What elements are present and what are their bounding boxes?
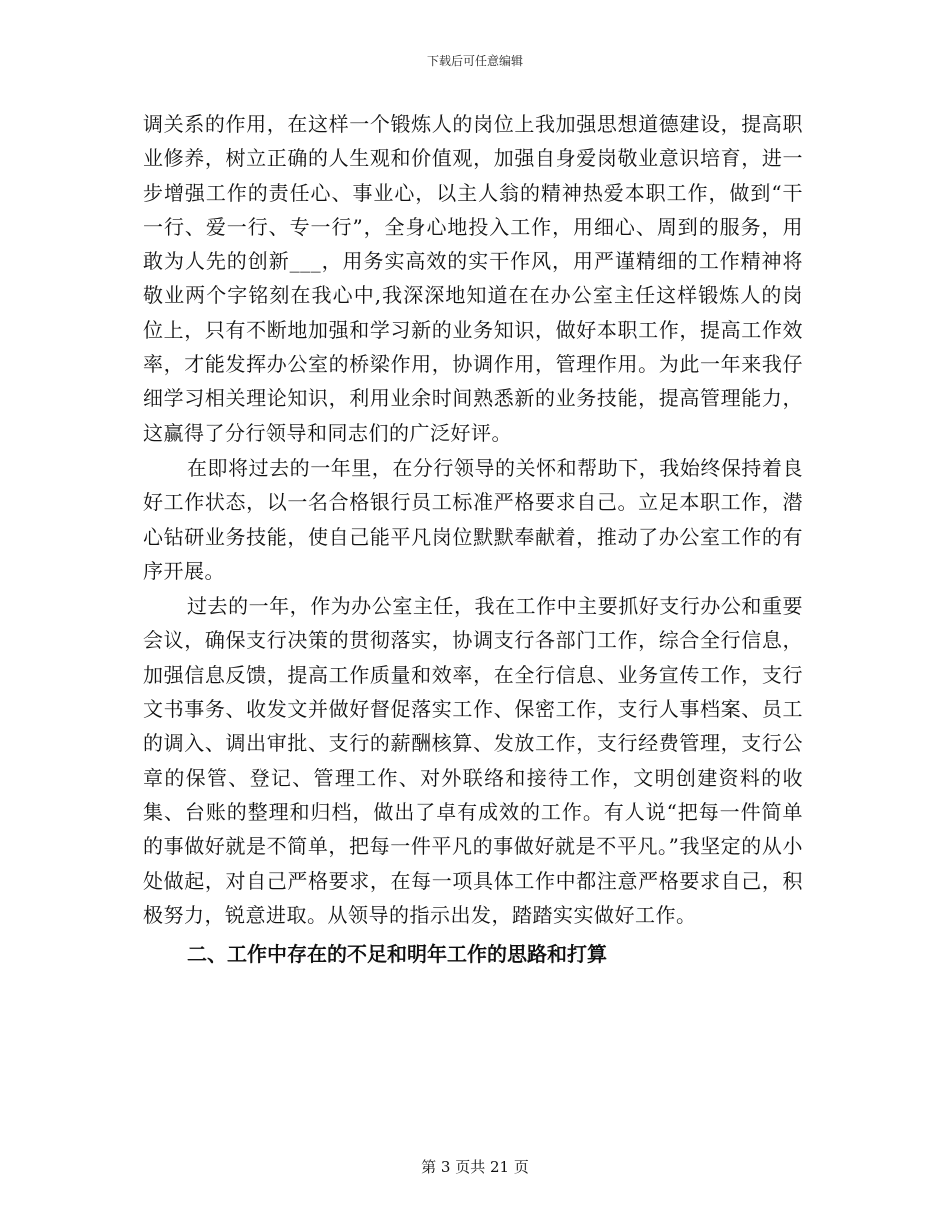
document-body: [143, 107, 803, 972]
section-heading: 二、工作中存在的不足和明年工作的思路和打算: [187, 942, 607, 967]
paragraph-3: 过去的一年，作为办公室主任，我在工作中主要抓好支行办公和重要会议，确保支行决策的贯彻落实，协调支行各部门工作，综合全行信息，加强信息反馈，提高工作质量和效率，在全行信息、业务宣传工作，支行文书事务、收发文并做好督促落实工作、保密工作，支行人事档案、员工的调入、调出审批、支行的薪酬核算、发放工作，支行经费管理，支行公章的保管、登记、管理工作、对外联络和接待工作，文明创建资料的收集、台账的整理和归档，做出了卓有成效的工作。有人说“把每一件简单的事做好就是不简单，把每一件平凡的事做好就是不平凡。”我坚定的从小处做起，对自己严格要求，在每一项具体工作中都注意严格要求自己，积极努力，锐意进取。从领导的指示出发，踏踏实实做好工作。: [143, 594, 803, 927]
paragraph-1: 调关系的作用，在这样一个锻炼人的岗位上我加强思想道德建设，提高职业修养，树立正确的人生观和价值观，加强自身爱岗敬业意识培育，进一步增强工作的责任心、事业心，以主人翁的精神热爱本职工作，做到“干一行、爱一行、专一行”，全身心地投入工作，用细心、周到的服务，用敢为人先的创新___，用务实高效的实干作风，用严谨精细的工作精神将敬业两个字铭刻在我心中,我深深地知道在在办公室主任这样锻炼人的岗位上，只有不断地加强和学习新的业务知识，做好本职工作，提高工作效率，才能发挥办公室的桥梁作用，协调作用，管理作用。为此一年来我仔细学习相关理论知识，利用业余时间熟悉新的业务技能，提高管理能力，这赢得了分行领导和同志们的广泛好评。: [143, 112, 803, 445]
page-header-note: 下载后可任意编辑: [426, 54, 523, 68]
page-footer: 第 3 页共 21 页: [421, 1158, 529, 1176]
paragraph-2: 在即将过去的一年里，在分行领导的关怀和帮助下，我始终保持着良好工作状态，以一名合格银行员工标准严格要求自己。立足本职工作，潜心钻研业务技能，使自己能平凡岗位默默奉献着，推动了办公室工作的有序开展。: [143, 455, 803, 583]
